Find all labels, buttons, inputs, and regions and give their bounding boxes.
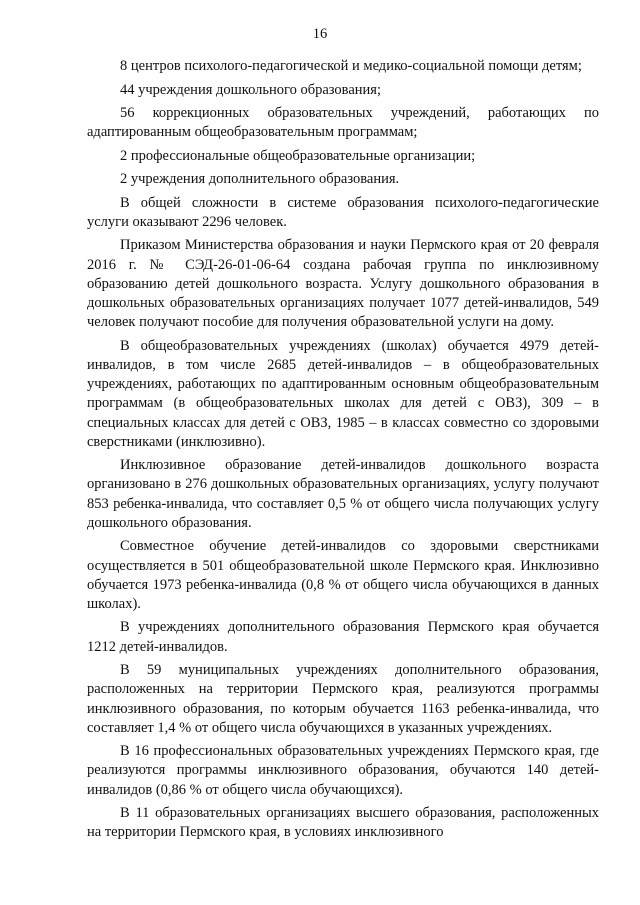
paragraph: В учреждениях дополнительного образования Пермского края обучается 1212 детей-инвалидов. [87, 619, 599, 655]
paragraph: В 59 муниципальных учреждениях дополнительного образования, расположенных на территории Пермского края, реализуются программы инклюзивного образования, по которым обучается 1163 ребенка-инвалида, что составляет 1,4 % от общего числа обучающихся в указанных учреждениях. [87, 662, 599, 736]
page-number: 16 [312, 26, 328, 42]
paragraph: В 11 образовательных организациях высшего образования, расположенных на территории Пермского края, в условиях инклюзивного [87, 805, 599, 841]
paragraph: Приказом Министерства образования и науки Пермского края от 20 февраля 2016 г. № СЭД-26-01-06-64 создана рабочая группа по инклюзивному образованию детей дошкольного возраста. Услугу дошкольного образования в дошкольных образовательных организациях получает 1077 детей-инвалидов, 549 человек получают пособие для получения образовательной услуги на дому. [87, 237, 599, 331]
paragraph: 44 учреждения дошкольного образования; [120, 81, 381, 98]
paragraph: 56 коррекционных образовательных учреждений, работающих по адаптированным общеобразовательным программам; [87, 105, 599, 141]
paragraph: 2 профессиональные общеобразовательные организации; [120, 147, 476, 164]
paragraph: 2 учреждения дополнительного образования. [120, 171, 400, 188]
paragraph: 8 центров психолого-педагогической и медико-социальной помощи детям; [120, 58, 582, 74]
paragraph: В 16 профессиональных образовательных учреждениях Пермского края, где реализуются программы инклюзивного образования, обучаются 140 детей-инвалидов (0,86 % от общего числа обучающихся). [87, 743, 599, 798]
document-body [87, 57, 599, 847]
paragraph: Инклюзивное образование детей-инвалидов дошкольного возраста организовано в 276 дошкольных образовательных организациях, услугу получают 853 ребенка-инвалида, что составляет 0,5 % от общего числа получающих услугу дошкольного образования. [87, 457, 599, 531]
paragraph: В общей сложности в системе образования психолого-педагогические услуги оказывают 2296 человек. [87, 194, 599, 230]
paragraph: Совместное обучение детей-инвалидов со здоровыми сверстниками осуществляется в 501 общеобразовательной школе Пермского края. Инклюзивно обучается 1973 ребенка-инвалида (0,8 % от общего числа обучающихся в данных школах). [87, 538, 599, 612]
paragraph: В общеобразовательных учреждениях (школах) обучается 4979 детей-инвалидов, в том числе 2685 детей-инвалидов – в общеобразовательных учреждениях, работающих по адаптированным основным общеобразовательным программам (в общеобразовательных школах для детей с ОВЗ), 309 – в специальных классах для детей с ОВЗ, 1985 – в классах совместно со здоровыми сверстниками (инклюзивно). [87, 337, 599, 450]
